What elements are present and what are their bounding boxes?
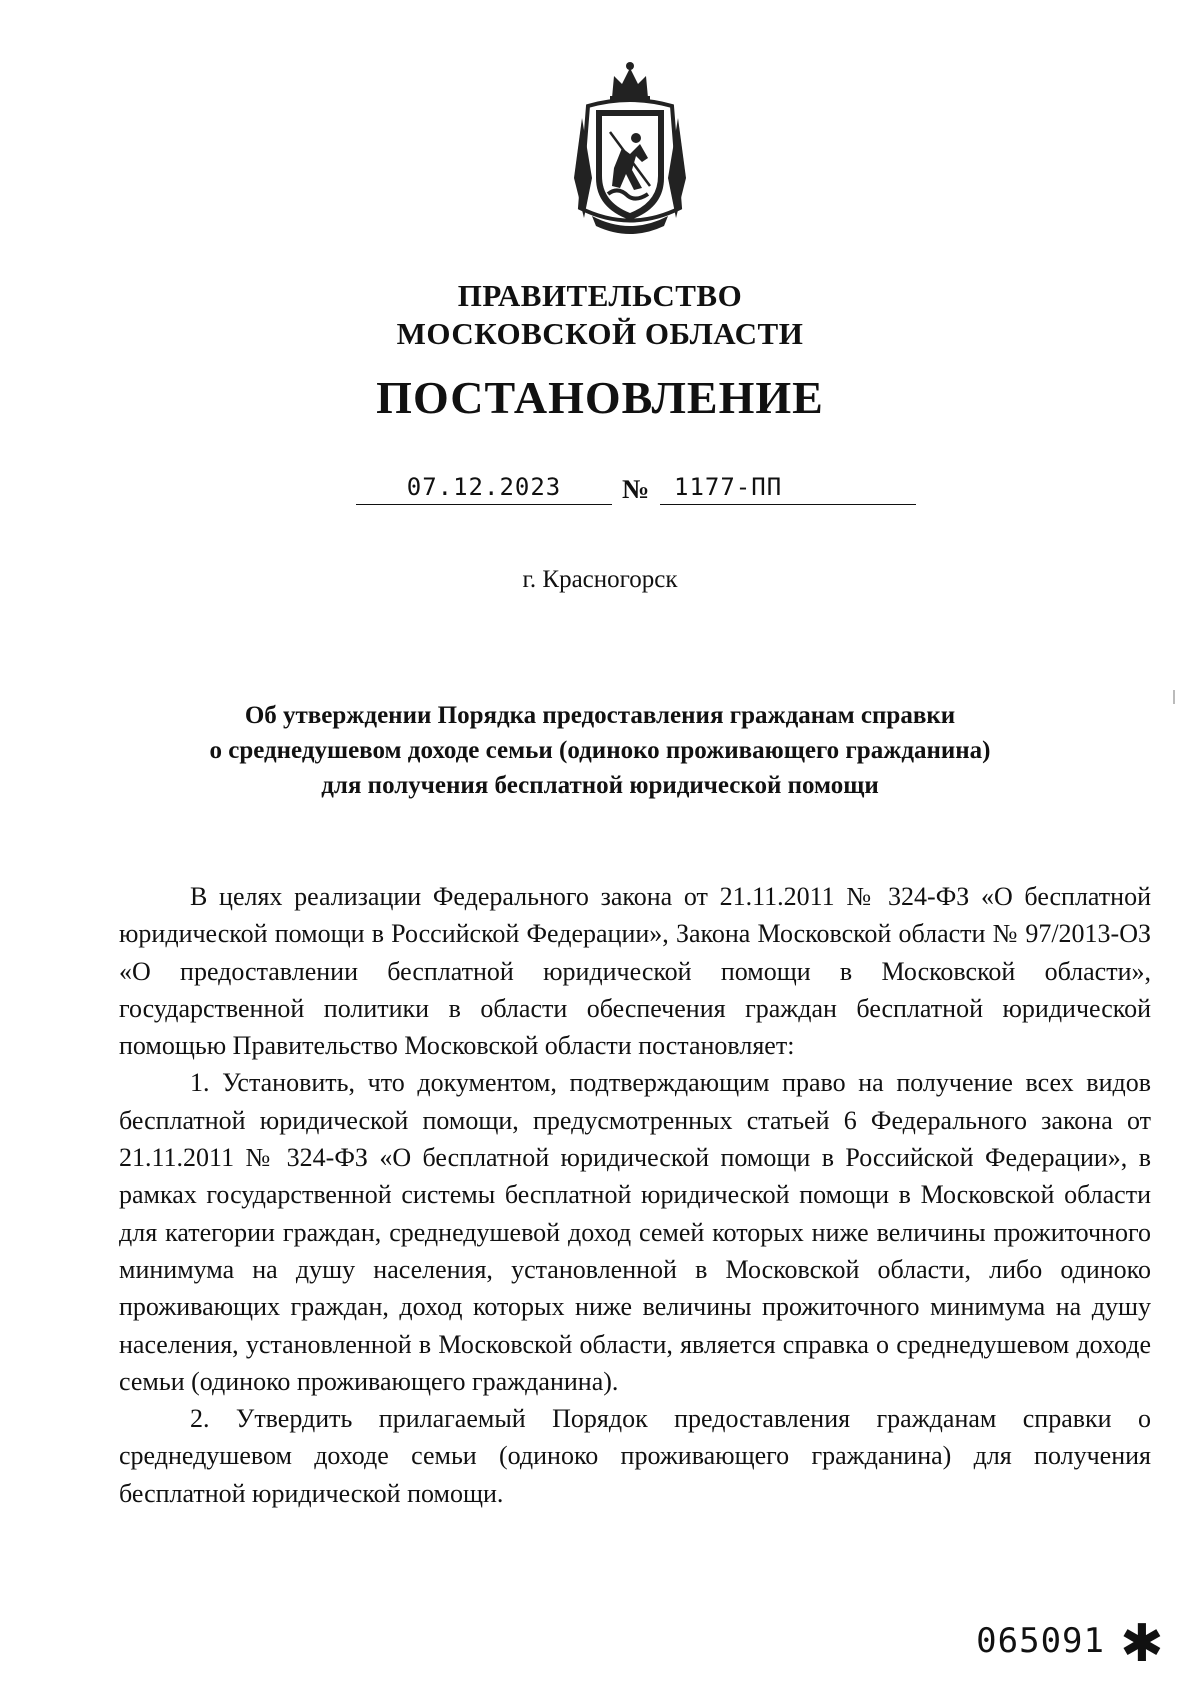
serial-number: 065091 xyxy=(976,1621,1105,1661)
document-type-title: ПОСТАНОВЛЕНИЕ xyxy=(376,372,824,423)
asterisk-icon: ✱ xyxy=(1120,1614,1164,1674)
decree-body xyxy=(119,878,1151,1512)
decree-number: 1177-ПП xyxy=(674,473,783,501)
coat-of-arms-icon xyxy=(570,58,690,238)
subject-line-3: для получения бесплатной юридической помощи xyxy=(321,772,879,799)
subject-line-2: о среднедушевом доходе семьи (одиноко проживающего гражданина) xyxy=(209,737,991,764)
preamble-paragraph: В целях реализации Федерального закона от 21.11.2011 № 324-ФЗ «О бесплатной юридической помощи в Российской Федерации», Закона Московской области № 97/2013-ОЗ «О предоставлении бесплатной юридической помощи в Московской области», государственной политики в области обеспечения граждан бесплатной юридической помощью Правительство Московской области постановляет: xyxy=(119,882,1151,1061)
subject-line-1: Об утверждении Порядка предоставления гражданам справки xyxy=(244,702,956,729)
number-sign: № xyxy=(622,474,650,504)
government-line-2: МОСКОВСКОЙ ОБЛАСТИ xyxy=(396,316,804,351)
item-2-paragraph: 2. Утвердить прилагаемый Порядок предоставления гражданам справки о среднедушевом доходе семьи (одиноко проживающего гражданина) для получения бесплатной юридической помощи. xyxy=(119,1404,1151,1508)
decree-subject xyxy=(150,698,1050,803)
government-line-1: ПРАВИТЕЛЬСТВО xyxy=(457,278,743,313)
margin-mark xyxy=(1173,690,1175,704)
city-line: г. Красногорск xyxy=(522,566,678,593)
government-name xyxy=(0,277,1200,353)
decree-number-field xyxy=(660,470,916,505)
decree-date: 07.12.2023 xyxy=(356,470,612,505)
item-1-paragraph: 1. Установить, что документом, подтверждающим право на получение всех видов бесплатной юридической помощи, предусмотренных статьей 6 Федерального закона от 21.11.2011 № 324-ФЗ «О бесплатной юридической помощи в Российской Федерации», в рамках государственной системы бесплатной юридической помощи в Московской области для категории граждан, среднедушевой доход семей которых ниже величины прожиточного минимума на душу населения, установленной в Московской области, либо одиноко проживающих граждан, доход которых ниже величины прожиточного минимума на душу населения, установленной в Московской области, является справка о среднедушевом доходе семьи (одиноко проживающего гражданина). xyxy=(119,1068,1151,1396)
